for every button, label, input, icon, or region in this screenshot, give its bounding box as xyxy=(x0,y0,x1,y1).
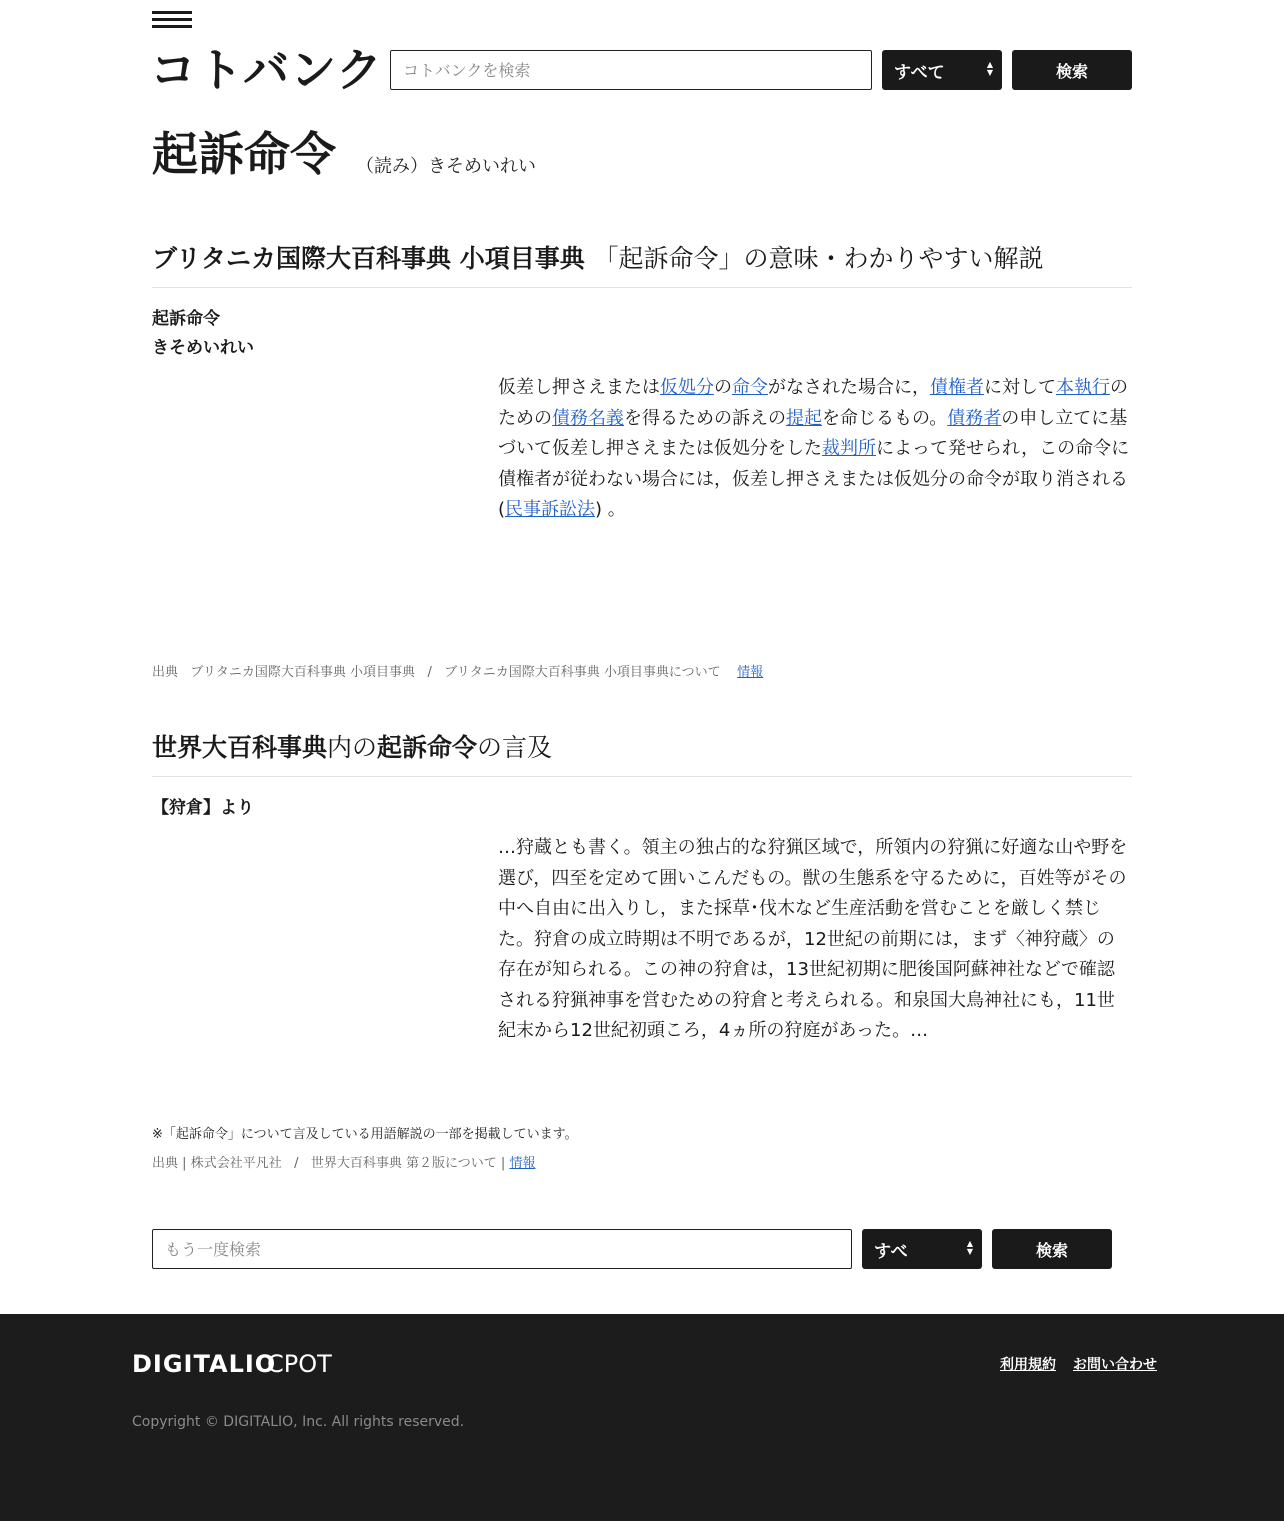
link-saikensha[interactable]: 債権者 xyxy=(930,377,984,398)
heading-connector: 内の xyxy=(327,733,378,762)
bottom-search-button[interactable]: 検索 xyxy=(992,1229,1112,1269)
definition-text xyxy=(498,373,1132,526)
term-word: 起訴命令 xyxy=(152,309,220,329)
text-segment: を得るための訴えの xyxy=(624,407,786,429)
category-select[interactable] xyxy=(882,50,1002,90)
source-info-link[interactable]: 情報 xyxy=(509,1156,536,1171)
term-reading: きそめいれい xyxy=(152,338,254,358)
link-saimusha[interactable]: 債務者 xyxy=(947,407,1002,429)
search-input[interactable] xyxy=(390,50,872,90)
cpot-logo[interactable]: CPOT xyxy=(267,1350,332,1378)
heading-rest: 「起訴命令」の意味・わかりやすい解説 xyxy=(593,244,1044,273)
separator: / xyxy=(294,1156,299,1171)
divider: | xyxy=(182,1156,187,1171)
link-saimu-meigi[interactable]: 債務名義 xyxy=(552,407,624,429)
source-info-link[interactable]: 情報 xyxy=(737,665,764,680)
text-segment: を命じるもの。 xyxy=(822,407,948,429)
source-about: ブリタニカ国際大百科事典 小項目事典について xyxy=(444,665,721,680)
search-button[interactable]: 検索 xyxy=(1012,50,1132,90)
heading-suffix: の言及 xyxy=(477,733,553,762)
contact-link[interactable]: お問い合わせ xyxy=(1073,1357,1157,1373)
text-segment: のための xyxy=(498,377,1128,429)
link-meirei[interactable]: 命令 xyxy=(732,377,768,398)
category-select-value: すべて xyxy=(894,62,945,83)
text-segment: によって発せられ，この命令に債権者が従わない場合には，仮差し押さえまたは仮処分の命令が取り消される ( xyxy=(498,438,1130,520)
text-segment: の xyxy=(714,377,732,398)
link-honshikko[interactable]: 本執行 xyxy=(1056,377,1110,398)
mention-note: ※「起訴命令」について言及している用語解説の一部を掲載しています。 xyxy=(152,1127,578,1142)
source-label: 出典 xyxy=(152,1156,179,1171)
heading-source: ブリタニカ国際大百科事典 小項目事典 xyxy=(152,244,585,273)
mention-term: 【狩倉】より xyxy=(152,798,254,818)
source-name: 株式会社平凡社 xyxy=(190,1156,282,1171)
divider: | xyxy=(500,1156,506,1171)
link-minji-soshoho[interactable]: 民事訴訟法 xyxy=(505,499,596,520)
text-segment: 仮差し押さえまたは xyxy=(498,377,660,398)
source-line-britannica xyxy=(152,663,763,683)
link-saibansho[interactable]: 裁判所 xyxy=(822,438,876,459)
source-label: 出典 xyxy=(152,665,179,680)
footer xyxy=(0,1314,1284,1521)
mention-text: …狩蔵とも書く。領主の独占的な狩猟区域で，所領内の狩猟に好適な山や野を選び，四至を定めて囲いこんだもの。獣の生態系を守るために，百姓等がその中へ自由に出入りし，また採草･伐木など生産活動を営むことを厳しく禁じた。狩倉の成立時期は不明であるが，12世紀の前期には，まず〈神狩蔵〉の存在が知られる。この神の狩倉は，13世紀初期に肥後国阿蘇神社などで確認される狩猟神事を営むための狩倉と考えられる。和泉国大鳥神社にも，11世紀末から12世紀初頭ころ，4ヵ所の狩庭があった。… xyxy=(498,837,1128,1041)
copyright: Copyright © DIGITALIO, Inc. All rights reserved. xyxy=(132,1414,465,1430)
source-name: ブリタニカ国際大百科事典 小項目事典 xyxy=(190,665,416,680)
bottom-search-input[interactable] xyxy=(152,1229,852,1269)
category-select-value: すべ xyxy=(874,1241,908,1262)
text-segment: に対して xyxy=(984,377,1056,398)
text-segment: ) 。 xyxy=(595,499,626,520)
updown-arrows-icon: ▲ ▼ xyxy=(966,1239,973,1256)
link-karishobun[interactable]: 仮処分 xyxy=(660,377,714,398)
link-teiki[interactable]: 提起 xyxy=(786,407,822,429)
heading-source: 世界大百科事典 xyxy=(152,733,328,762)
site-logo[interactable]: コトバンク xyxy=(150,43,384,97)
updown-arrows-icon: ▲ ▼ xyxy=(986,60,993,77)
source-line-sekai xyxy=(152,1154,535,1174)
section-heading-britannica xyxy=(152,241,1132,288)
title-reading: （読み）きそめいれい xyxy=(356,156,536,177)
heading-term: 起訴命令 xyxy=(377,733,478,762)
digitalio-logo[interactable]: DIGITALIO xyxy=(132,1350,277,1378)
bottom-category-select[interactable] xyxy=(862,1229,982,1269)
page-title: 起訴命令 xyxy=(152,127,336,181)
terms-link[interactable]: 利用規約 xyxy=(1000,1357,1056,1373)
text-segment: がなされた場合に， xyxy=(768,377,930,398)
section-heading-sekai xyxy=(152,730,1132,777)
text-segment: の申し立てに基づいて仮差し押さえまたは仮処分をした xyxy=(498,407,1128,459)
separator: / xyxy=(427,665,432,680)
hamburger-menu-icon[interactable] xyxy=(152,11,192,31)
source-about: 世界大百科事典 第２版について xyxy=(310,1156,497,1171)
